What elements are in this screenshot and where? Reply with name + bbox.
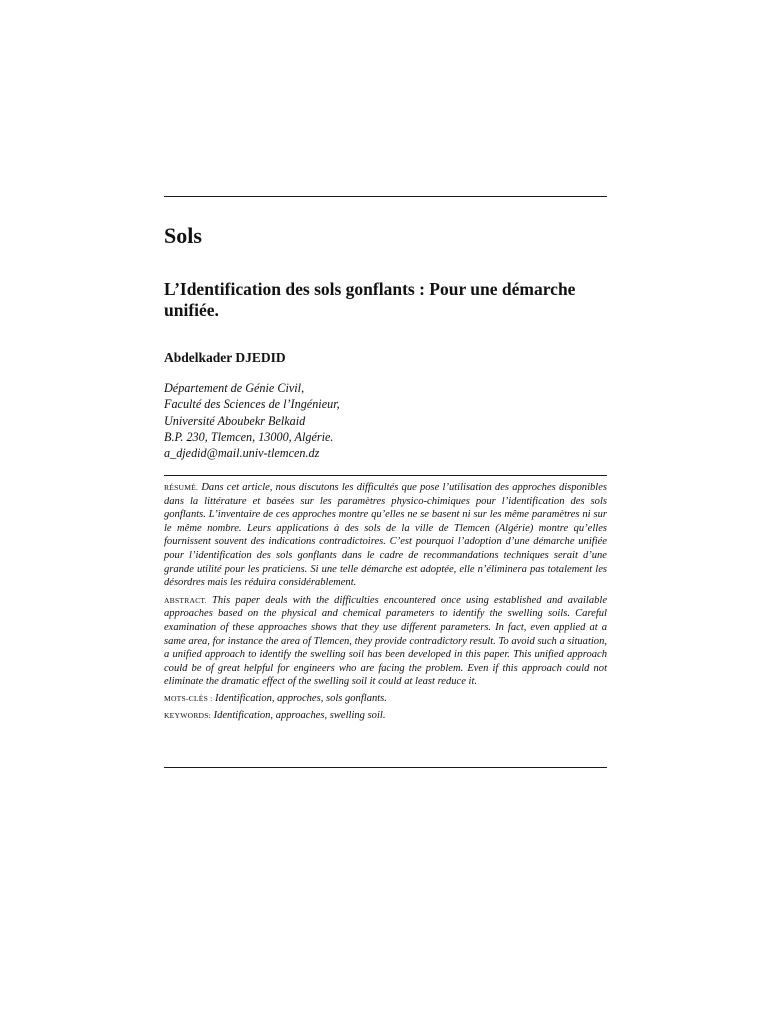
resume-label: RÉSUMÉ. [164, 483, 199, 492]
keywords-line [164, 709, 607, 723]
author-name: Abdelkader DJEDID [164, 350, 286, 365]
mots-cles-line [164, 692, 607, 706]
abstract-block [164, 481, 607, 722]
affiliation-university: Université Aboubekr Belkaid [164, 413, 306, 428]
abstract-paragraph [164, 594, 607, 689]
abstract-bottom-rule [164, 767, 607, 768]
abstract-label: ABSTRACT. [164, 595, 207, 605]
section-heading: Sols [164, 223, 202, 248]
keywords-text: Identification, approaches, swelling soil. [213, 709, 386, 721]
abstract-top-rule [164, 475, 607, 476]
resume-text: Dans cet article, nous discutons les difficultés que pose l’utilisation des approches disponibles dans la littérature et basées sur les paramètres physico-chimiques pour l’identification des sols gonflants. L’inventaire de ces approches montre qu’elles ne se basent ni sur les même paramètres ni sur le même nombre. Leurs applications à des sols de la ville de Tlemcen (Algérie) montre qu’elles fournissent souvent des indications contradictoires. C’est pourquoi l’adoption d’une démarche unifiée pour l’identification des sols gonflants dans le cadre de recommandations techniques serait d’une grande utilité pour les praticiens. Si une telle démarche est adoptée, elle n’éliminera pas totalement les désordres mais les réduira considérablement. [164, 482, 607, 589]
affiliation-department: Département de Génie Civil, [164, 381, 305, 395]
top-rule [164, 196, 607, 197]
keywords-label: KEYWORDS: [164, 710, 211, 720]
affiliation-address: B.P. 230, Tlemcen, 13000, Algérie. [164, 429, 334, 444]
article-title: L’Identification des sols gonflants : Pour une démarche unifiée. [164, 279, 576, 320]
affiliation-faculty: Faculté des Sciences de l’Ingénieur, [164, 397, 340, 412]
author-email: a_djedid@mail.univ-tlemcen.dz [164, 446, 320, 461]
mots-cles-label: MOTS-CLÉS : [164, 693, 213, 703]
abstract-text: This paper deals with the difficulties encountered once using established and available approaches based on the physical and chemical parameters to identify the swelling soils. Careful examination of these approaches shows that they use different parameters. In fact, even applied at a same area, for instance the area of Tlemcen, they provide contradictory result. To avoid such a situation, a unified approach to identify the swelling soil has been developed in this paper. This unified approach could be of great helpful for engineers who are facing the problem. Even if this approach could not eliminate the dramatic effect of the swelling soil it could at least reduce it. [164, 594, 607, 688]
author-affiliation [164, 380, 607, 461]
mots-cles-text: Identification, approches, sols gonflants. [215, 692, 387, 704]
resume-paragraph [164, 481, 607, 590]
